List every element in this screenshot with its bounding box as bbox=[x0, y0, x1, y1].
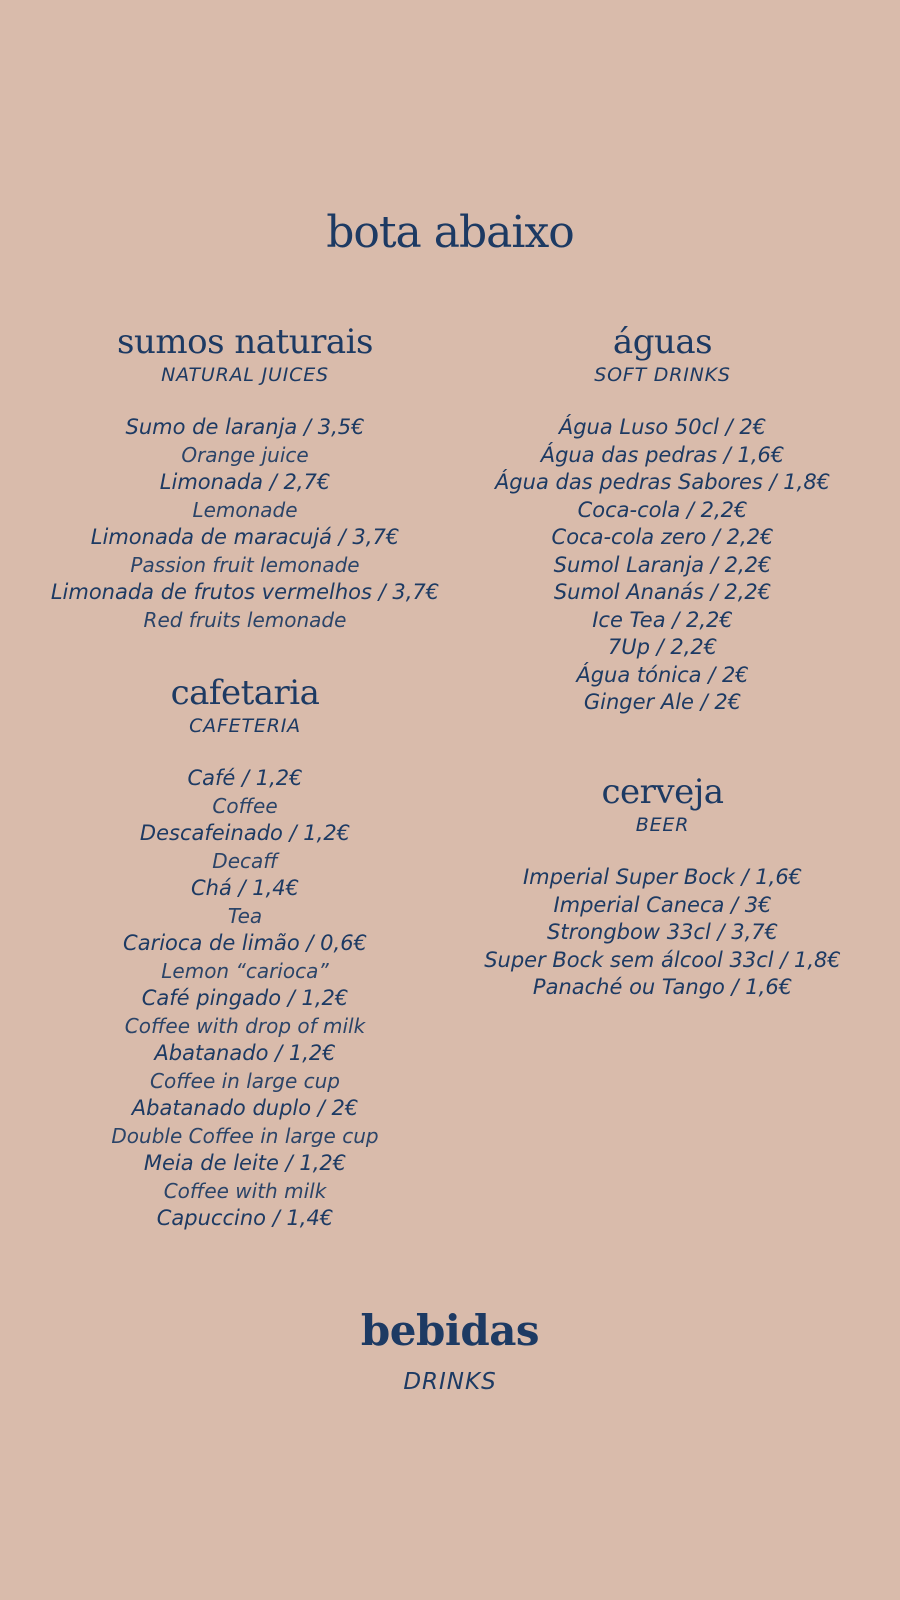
menu-item: Coca-cola / 2,2€ bbox=[577, 497, 748, 522]
footer-title: bebidas bbox=[360, 1306, 540, 1355]
section-title: cafetaria bbox=[170, 673, 320, 713]
menu-item-translation: Red fruits lemonade bbox=[143, 607, 347, 632]
menu-item-translation: Lemon “carioca” bbox=[161, 958, 329, 983]
menu-item: Imperial Caneca / 3€ bbox=[553, 892, 772, 917]
menu-item-translation: Decaff bbox=[212, 848, 278, 873]
menu-item-translation: Coffee bbox=[212, 793, 278, 818]
menu-item-translation: Tea bbox=[227, 903, 263, 928]
menu-item: Água Luso 50cl / 2€ bbox=[558, 415, 767, 439]
menu-item: Abatanado duplo / 2€ bbox=[131, 1096, 359, 1120]
menu-item: 7Up / 2,2€ bbox=[607, 635, 718, 659]
menu-item: Carioca de limão / 0,6€ bbox=[123, 931, 367, 955]
footer-subtitle: DRINKS bbox=[403, 1369, 497, 1395]
menu-item: Descafeinado / 1,2€ bbox=[139, 821, 351, 845]
menu-item: Super Bock sem álcool 33cl / 1,8€ bbox=[484, 947, 841, 972]
menu-item: Água tónica / 2€ bbox=[576, 662, 749, 687]
menu-item-translation: Coffee in large cup bbox=[150, 1068, 340, 1093]
menu-item-translation: Orange juice bbox=[181, 442, 309, 467]
menu-item: Água das pedras Sabores / 1,8€ bbox=[494, 470, 831, 494]
section-subtitle: BEER bbox=[635, 814, 690, 836]
section-beer bbox=[445, 772, 880, 1002]
menu-item: Limonada de maracujá / 3,7€ bbox=[90, 525, 400, 549]
menu-item: Imperial Super Bock / 1,6€ bbox=[522, 865, 803, 889]
menu-item: Água das pedras / 1,6€ bbox=[540, 442, 785, 467]
section-subtitle: NATURAL JUICES bbox=[161, 364, 329, 386]
menu-item: Sumo de laranja / 3,5€ bbox=[125, 415, 365, 439]
menu-item: Ginger Ale / 2€ bbox=[583, 690, 742, 714]
menu-item: Panaché ou Tango / 1,6€ bbox=[532, 975, 793, 999]
section-subtitle: SOFT DRINKS bbox=[594, 364, 731, 386]
menu-item-translation: Coffee with drop of milk bbox=[124, 1013, 366, 1038]
menu-item: Sumol Laranja / 2,2€ bbox=[553, 552, 772, 577]
menu-item-translation: Coffee with milk bbox=[163, 1178, 327, 1203]
menu-item: Capuccino / 1,4€ bbox=[156, 1206, 334, 1230]
menu-item-translation: Double Coffee in large cup bbox=[111, 1123, 379, 1148]
menu-item: Coca-cola zero / 2,2€ bbox=[551, 525, 774, 549]
section-title: águas bbox=[612, 322, 713, 362]
menu-item: Chá / 1,4€ bbox=[190, 876, 300, 900]
menu-item-translation: Lemonade bbox=[192, 497, 298, 522]
section-subtitle: CAFETERIA bbox=[189, 715, 301, 737]
section-natural-juices bbox=[0, 322, 490, 634]
menu-item: Café pingado / 1,2€ bbox=[141, 986, 349, 1010]
section-title: cerveja bbox=[601, 772, 724, 812]
menu-item: Abatanado / 1,2€ bbox=[154, 1041, 336, 1065]
menu-item: Strongbow 33cl / 3,7€ bbox=[547, 920, 778, 944]
section-soft-drinks bbox=[445, 322, 880, 717]
section-cafeteria bbox=[0, 673, 490, 1233]
section-title: sumos naturais bbox=[117, 322, 373, 362]
menu-item: Café / 1,2€ bbox=[187, 766, 303, 790]
menu-item: Limonada / 2,7€ bbox=[159, 470, 331, 494]
menu-item: Limonada de frutos vermelhos / 3,7€ bbox=[50, 580, 440, 604]
brand-name: bota abaixo bbox=[326, 207, 574, 258]
menu-item-translation: Passion fruit lemonade bbox=[130, 552, 360, 577]
menu-item: Meia de leite / 1,2€ bbox=[143, 1151, 347, 1175]
menu-item: Ice Tea / 2,2€ bbox=[592, 607, 733, 632]
menu-item: Sumol Ananás / 2,2€ bbox=[553, 580, 772, 604]
